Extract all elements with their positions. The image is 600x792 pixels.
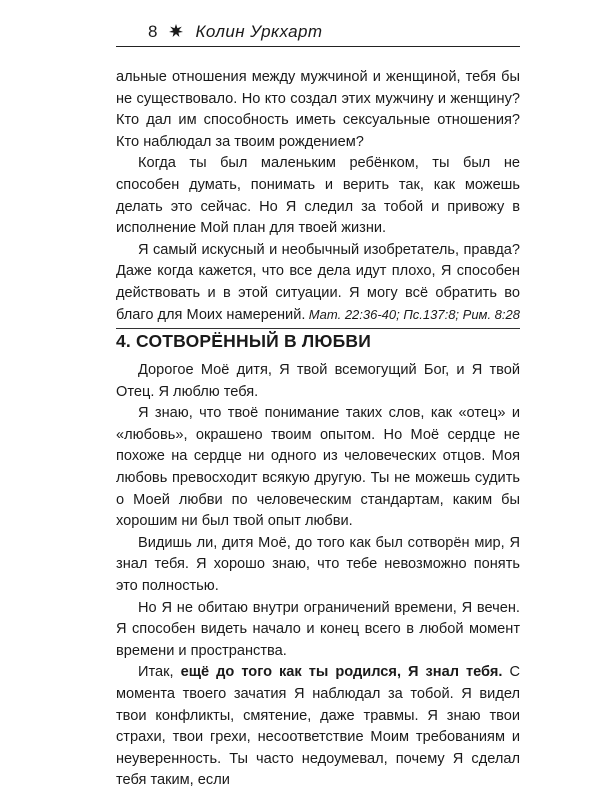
paragraph: Дорогое Моё дитя, Я твой всемогущий Бог, и Я твой Отец. Я люблю тебя. — [116, 362, 520, 400]
continuation-text — [116, 67, 520, 326]
paragraph: Я знаю, что твоё понимание таких слов, как «отец» и «любовь», окрашено твоим опытом. Но Моё сердце не похоже на сердце ни одного из человеческих отцов. Моя любовь превосходит всякую другую. Ты не можешь судить о Моей любви по человеческим стандартам, каким бы хорошим ни был твой опыт любви. — [116, 405, 520, 530]
chapter-text — [116, 360, 520, 792]
paragraph: Когда ты был маленьким ребёнком, ты был не способен думать, понимать и верить так, как можешь делать это сейчас. Но Я следил за тобой и привожу в исполнение Мой план для твоей жизни. — [116, 155, 520, 237]
chapter-heading: 4. СОТВОРЁННЫЙ В ЛЮБВИ — [116, 331, 372, 351]
scripture-reference: Мат. 22:36-40; Пс.137:8; Рим. 8:28 — [116, 307, 520, 329]
paragraph: Я самый искусный и необычный изобретатель, правда? Даже когда кажется, что все дела идут плохо, Я способен действовать и в этой ситуации. Я могу всё обратить во благо для Моих намерений. — [116, 241, 520, 323]
flower-ornament-icon — [169, 24, 183, 38]
page-number: 8 — [148, 22, 158, 41]
running-header — [116, 22, 520, 47]
emphasis-text: ещё до того как ты родился, Я знал тебя. — [180, 664, 503, 681]
running-title: Колин Уркхарт — [195, 22, 323, 41]
paragraph: Но Я не обитаю внутри ограничений времени, Я вечен. Я способен видеть начало и конец всего в любой момент времени и пространства. — [116, 599, 520, 659]
paragraph-lead: Итак, — [138, 664, 181, 681]
paragraph — [116, 662, 520, 792]
paragraph: Видишь ли, дитя Моё, до того как был сотворён мир, Я знал тебя. Я хорошо знаю, что тебе невозможно понять это полностью. — [116, 534, 520, 594]
paragraph: альные отношения между мужчиной и женщиной, тебя бы не существовало. Но кто создал этих мужчину и женщину? Кто дал им способность иметь сексуальные отношения? Кто наблюдал за твоим рождением? — [116, 69, 520, 150]
paragraph-rest: С момента твоего зачатия Я наблюдал за тобой. Я видел твои конфликты, смятение, даже травмы. Я знаю твои страхи, твои грехи, несоответствие Моим требованиям и неуверенность. Ты часто недоумевал, почему Я сделал тебя таким, если — [116, 664, 520, 789]
